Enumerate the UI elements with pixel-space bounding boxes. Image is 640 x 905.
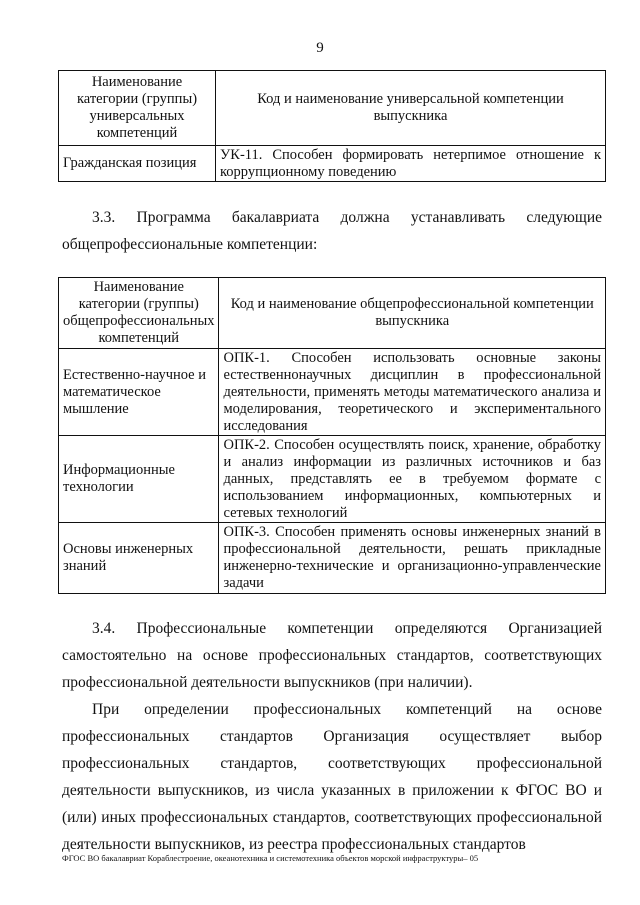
header-category-cell: Наименование категории (группы) универсальных компетенций	[59, 71, 216, 146]
page-number: 9	[316, 40, 324, 56]
paragraph-text: 3.4. Профессиональные компетенции определяются Организацией самостоятельно на основе профессиональных стандартов, соответствующих профессиональной деятельности выпускников (при наличии).	[62, 620, 602, 691]
paragraph-text: 3.3. Программа бакалавриата должна устанавливать следующие общепрофессиональные компетенции:	[62, 209, 602, 253]
competence-cell: ОПК-1. Способен использовать основные законы естественнонаучных дисциплин в профессиональной деятельности, применять методы математического анализа и моделирования, теоретического и экспериментального исследования	[219, 349, 606, 436]
competence-cell: УК-11. Способен формировать нетерпимое отношение к коррупционному поведению	[216, 146, 606, 182]
table-row	[59, 436, 606, 523]
paragraph-3-3	[62, 204, 602, 258]
header-category-cell: Наименование категории (группы) общепрофессиональных компетенций	[59, 278, 219, 349]
competence-cell: ОПК-2. Способен осуществлять поиск, хранение, обработку и анализ информации из различных источников и баз данных, представлять ее в требуемом формате с использованием информационных, компьютерных и сетевых технологий	[219, 436, 606, 523]
category-cell: Естественно-научное и математическое мышление	[59, 349, 219, 436]
table-header-row	[59, 71, 606, 146]
category-cell: Гражданская позиция	[59, 146, 216, 182]
document-footer: ФГОС ВО бакалавриат Кораблестроение, океанотехника и системотехника объектов морской инфраструктуры– 05	[62, 853, 479, 863]
category-cell: Основы инженерных знаний	[59, 523, 219, 594]
paragraph-standards-selection	[62, 696, 602, 858]
competence-cell: ОПК-3. Способен применять основы инженерных знаний в профессиональной деятельности, решать прикладные инженерно-технические и организационно-управленческие задачи	[219, 523, 606, 594]
header-code-cell: Код и наименование универсальной компетенции выпускника	[216, 71, 606, 146]
table-row	[59, 349, 606, 436]
universal-competencies-table	[58, 70, 606, 182]
table-row	[59, 146, 606, 182]
category-cell: Информационные технологии	[59, 436, 219, 523]
paragraph-text: При определении профессиональных компетенций на основе профессиональных стандартов Организация осуществляет выбор профессиональных стандартов, соответствующих профессиональной деятельности выпускников, из числа указанных в приложении к ФГОС ВО и (или) иных профессиональных стандартов, соответствующих профессиональной деятельности выпускников, из реестра профессиональных стандартов	[62, 701, 602, 853]
header-code-cell: Код и наименование общепрофессиональной компетенции выпускника	[219, 278, 606, 349]
table-row	[59, 523, 606, 594]
paragraph-3-4	[62, 615, 602, 696]
general-professional-competencies-table	[58, 277, 606, 594]
table-header-row	[59, 278, 606, 349]
